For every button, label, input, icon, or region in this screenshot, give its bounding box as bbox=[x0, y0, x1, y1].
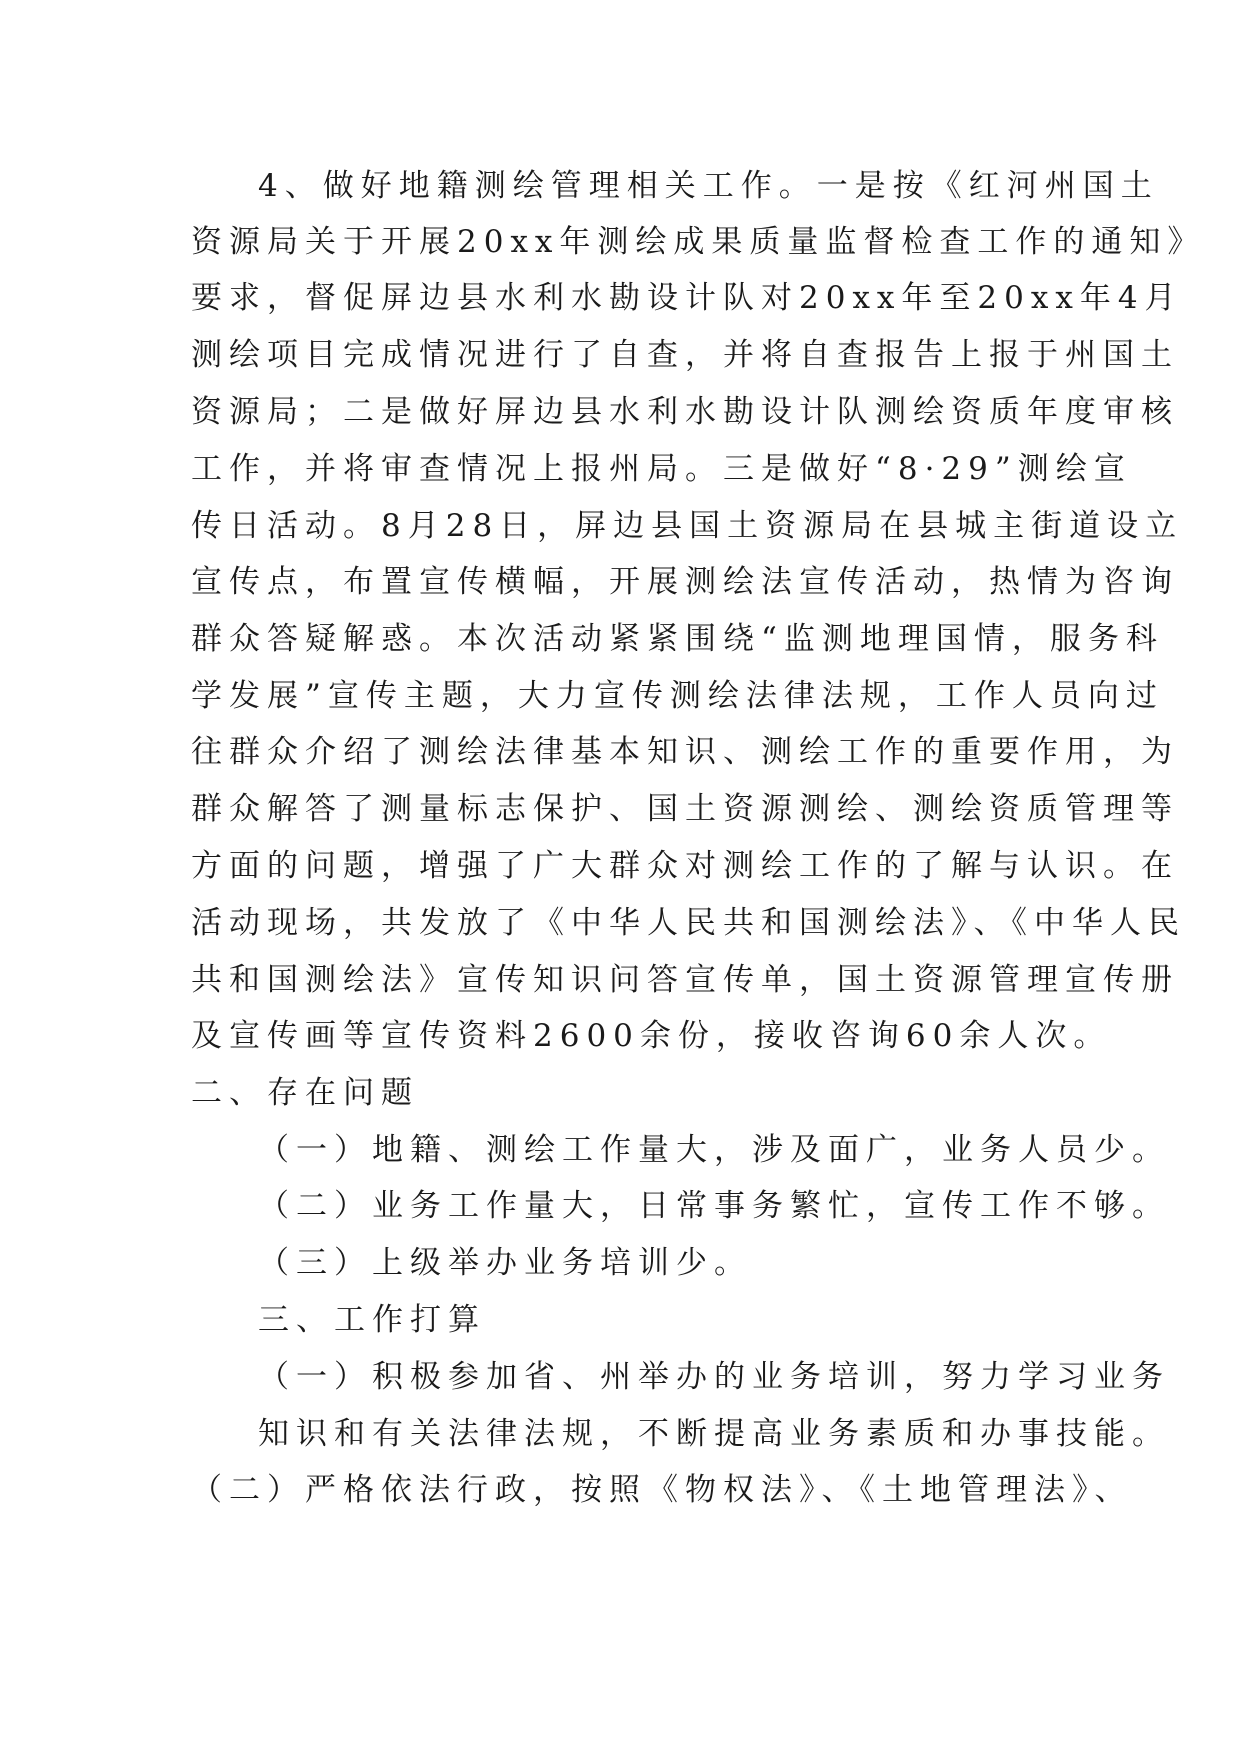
body-text-line: 方面的问题，增强了广大群众对测绘工作的了解与认识。在 bbox=[191, 848, 1179, 884]
list-item: （一）积极参加省、州举办的业务培训，努力学习业务 bbox=[258, 1359, 1170, 1395]
body-text-line: 要求，督促屏边县水利水勘设计队对20xx年至20xx年4月 bbox=[191, 280, 1183, 316]
body-text-line: 传日活动。8月28日，屏边县国土资源局在县城主街道设立 bbox=[191, 508, 1184, 544]
body-text-line: 4、做好地籍测绘管理相关工作。一是按《红河州国土 bbox=[258, 168, 1159, 204]
body-text-line: 资源局关于开展20xx年测绘成果质量监督检查工作的通知》 bbox=[191, 224, 1206, 260]
body-text-line: 工作，并将审查情况上报州局。三是做好“8·29”测绘宣 bbox=[191, 451, 1132, 487]
list-item: （二）严格依法行政，按照《物权法》、《土地管理法》、 bbox=[191, 1472, 1133, 1508]
body-text-line: 活动现场，共发放了《中华人民共和国测绘法》、《中华人民 bbox=[191, 905, 1186, 941]
body-text-line: 知识和有关法律法规，不断提高业务素质和办事技能。 bbox=[258, 1416, 1170, 1452]
list-item: （二）业务工作量大，日常事务繁忙，宣传工作不够。 bbox=[258, 1188, 1170, 1224]
list-item: （一）地籍、测绘工作量大，涉及面广，业务人员少。 bbox=[258, 1132, 1170, 1168]
body-text-line: 宣传点，布置宣传横幅，开展测绘法宣传活动，热情为咨询 bbox=[191, 564, 1179, 600]
body-text-line: 群众解答了测量标志保护、国土资源测绘、测绘资质管理等 bbox=[191, 791, 1179, 827]
body-text-line: 测绘项目完成情况进行了自查，并将自查报告上报于州国土 bbox=[191, 337, 1179, 373]
body-text-line: 群众答疑解惑。本次活动紧紧围绕“监测地理国情，服务科 bbox=[191, 621, 1164, 657]
list-item: （三）上级举办业务培训少。 bbox=[258, 1245, 752, 1281]
body-text-line: 共和国测绘法》宣传知识问答宣传单，国土资源管理宣传册 bbox=[191, 962, 1179, 998]
body-text-line: 资源局；二是做好屏边县水利水勘设计队测绘资质年度审核 bbox=[191, 394, 1179, 430]
section-heading: 三、工作打算 bbox=[258, 1302, 486, 1338]
body-text-line: 往群众介绍了测绘法律基本知识、测绘工作的重要作用，为 bbox=[191, 734, 1179, 770]
body-text-line: 及宣传画等宣传资料2600余份，接收咨询60余人次。 bbox=[191, 1018, 1112, 1054]
body-text-line: 学发展”宣传主题，大力宣传测绘法律法规，工作人员向过 bbox=[191, 678, 1164, 714]
section-heading: 二、存在问题 bbox=[191, 1075, 419, 1111]
